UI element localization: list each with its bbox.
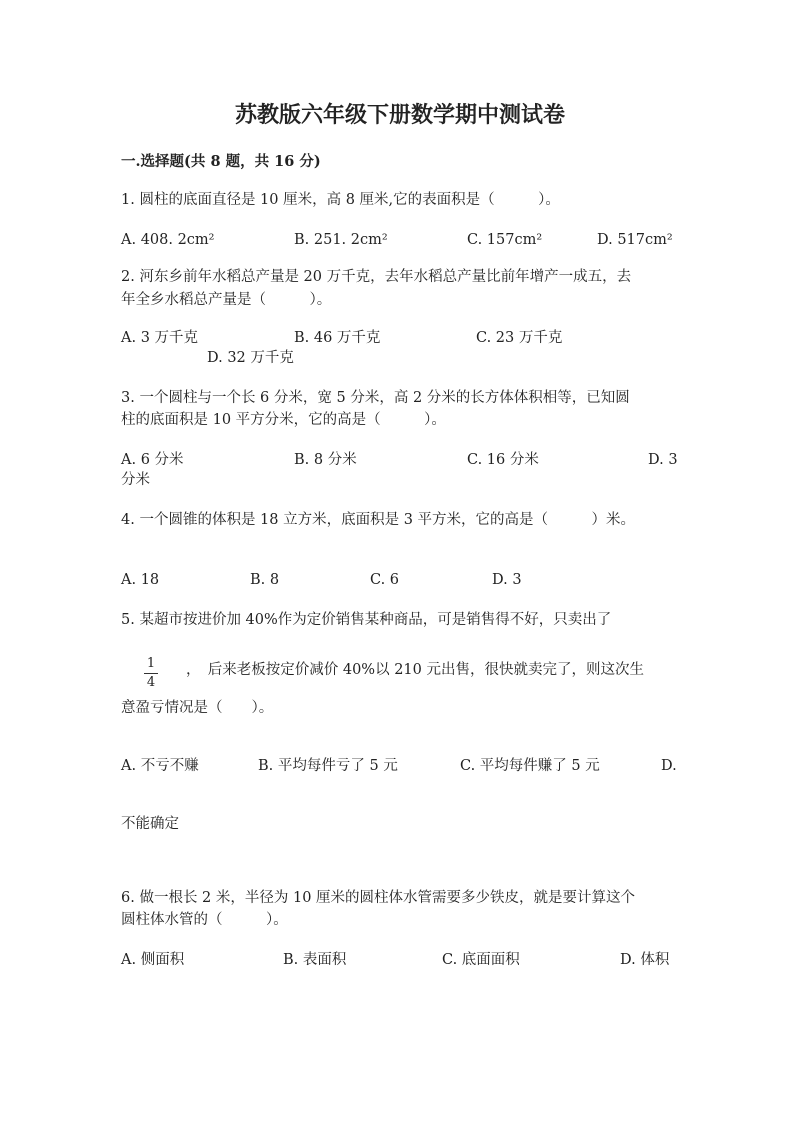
- question-3-option-d: D. 3: [648, 452, 678, 468]
- question-3-stem-line-1: 3. 一个圆柱与一个长 6 分米，宽 5 分米，高 2 分米的长方体体积相等，已知圆: [121, 390, 630, 406]
- question-1-option-c: C. 157cm²: [467, 232, 543, 248]
- question-5-option-d-continued: 不能确定: [121, 816, 179, 832]
- question-1-option-b: B. 251. 2cm²: [294, 232, 388, 248]
- fraction-one-quarter: [144, 656, 158, 691]
- question-2-option-b: B. 46 万千克: [294, 330, 381, 346]
- question-3-option-b: B. 8 分米: [294, 452, 357, 468]
- question-5-stem-line-1: 5. 某超市按进价加 40%作为定价销售某种商品，可是销售得不好，只卖出了: [121, 612, 612, 628]
- question-5-option-b: B. 平均每件亏了 5 元: [258, 758, 398, 774]
- fraction-denominator: 4: [146, 675, 156, 690]
- question-5-option-d: D.: [661, 758, 677, 774]
- question-5-stem-line-2: ， 后来老板按定价减价 40%以 210 元出售，很快就卖完了，则这次生: [186, 662, 644, 678]
- question-5-option-c: C. 平均每件赚了 5 元: [460, 758, 600, 774]
- question-2-stem-line-1: 2. 河东乡前年水稻总产量是 20 万千克，去年水稻总产量比前年增产一成五，去: [121, 269, 632, 285]
- question-4-option-b: B. 8: [250, 572, 280, 588]
- question-3-option-c: C. 16 分米: [467, 452, 539, 468]
- fraction-bar: [144, 673, 158, 674]
- question-2-option-c: C. 23 万千克: [476, 330, 563, 346]
- question-2-option-a: A. 3 万千克: [121, 330, 199, 346]
- question-4-option-a: A. 18: [121, 572, 160, 588]
- question-6-option-b: B. 表面积: [283, 952, 347, 968]
- question-4-stem: 4. 一个圆锥的体积是 18 立方米，底面积是 3 平方米，它的高是（ ）米。: [121, 512, 636, 528]
- question-4-option-c: C. 6: [370, 572, 400, 588]
- question-1-option-a: A. 408. 2cm²: [121, 232, 215, 248]
- question-6-stem-line-1: 6. 做一根长 2 米，半径为 10 厘米的圆柱体水管需要多少铁皮，就是要计算这个: [121, 890, 636, 906]
- question-5-option-a: A. 不亏不赚: [121, 758, 199, 774]
- question-6-stem-line-2: 圆柱体水管的（ ）。: [121, 912, 288, 928]
- question-3-stem-line-2: 柱的底面积是 10 平方分米，它的高是（ ）。: [121, 412, 446, 428]
- section-heading: 一.选择题(共 8 题，共 16 分): [121, 153, 321, 170]
- question-5-stem-line-3: 意盈亏情况是（ ）。: [121, 700, 274, 716]
- page-title: 苏教版六年级下册数学期中测试卷: [234, 102, 565, 128]
- question-6-option-a: A. 侧面积: [121, 952, 185, 968]
- question-1-option-d: D. 517cm²: [597, 232, 673, 248]
- question-4-option-d: D. 3: [492, 572, 522, 588]
- question-2-option-d: D. 32 万千克: [207, 350, 294, 366]
- question-1-stem: 1. 圆柱的底面直径是 10 厘米，高 8 厘米,它的表面积是（ ）。: [121, 192, 560, 208]
- fraction-numerator: 1: [146, 656, 156, 671]
- question-6-option-c: C. 底面面积: [442, 952, 520, 968]
- question-6-option-d: D. 体积: [620, 952, 670, 968]
- question-2-stem-line-2: 年全乡水稻总产量是（ ）。: [121, 292, 332, 308]
- question-3-option-d-continued: 分米: [121, 472, 150, 488]
- question-3-option-a: A. 6 分米: [121, 452, 184, 468]
